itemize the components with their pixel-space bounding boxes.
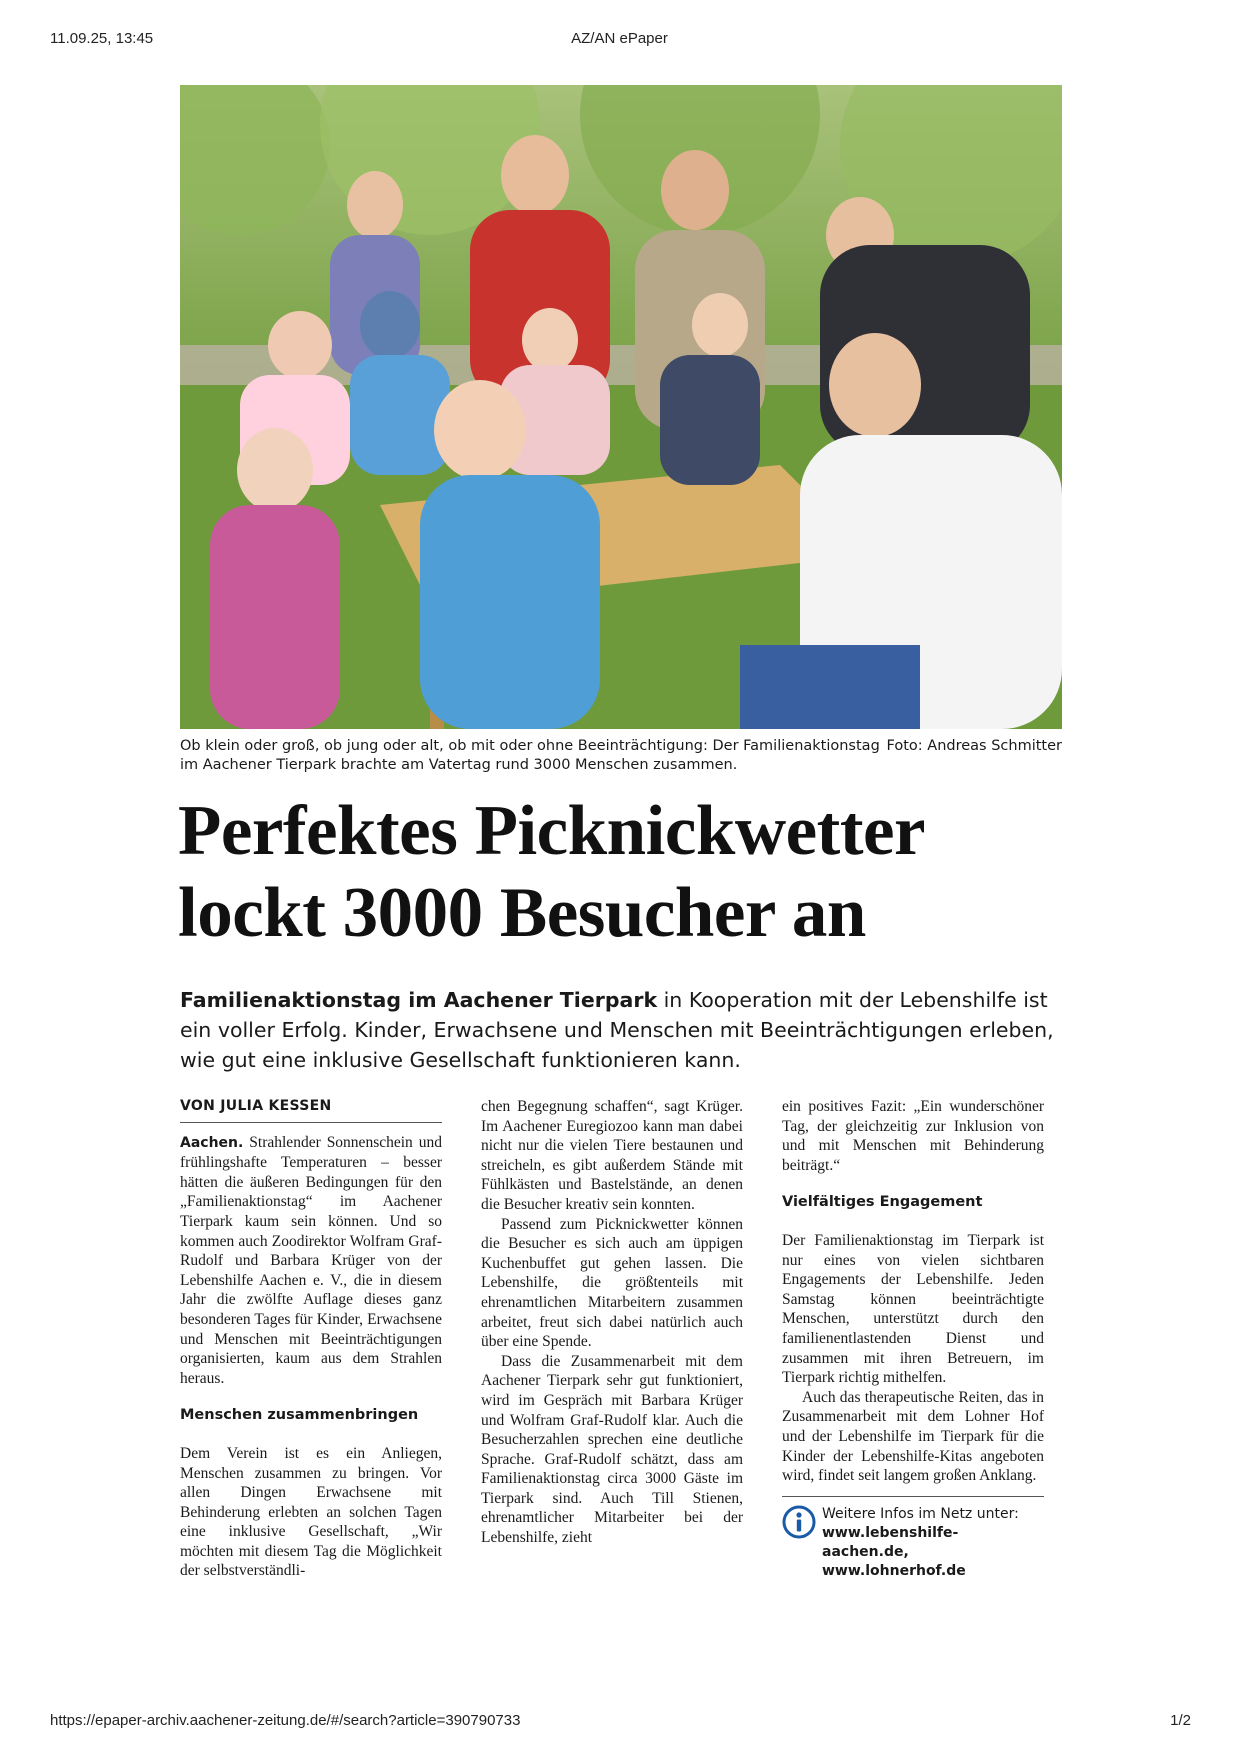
caption-credit: Foto: Andreas Schmitter — [886, 738, 1062, 754]
headline-line-1: Perfektes Picknickwetter — [178, 792, 925, 870]
group-photo-icon — [180, 85, 1062, 729]
print-datetime: 11.09.25, 13:45 — [50, 30, 154, 47]
article-paragraph-7: Der Familienaktionstag im Tierpark ist nur eines von vielen sichtbaren Engagements der Lebenshilfe. Jeden Samstag können beeinträchtigte Menschen, unterstützt durch den familienentlastenden Dienst und zusammen mit ihren Betreuern, im Tierpark richtig mithelfen. — [782, 1231, 1044, 1387]
print-header — [0, 30, 1239, 50]
link-lebenshilfe[interactable]: www.lebenshilfe-aachen.de, — [822, 1524, 959, 1560]
photo-caption — [180, 737, 1062, 775]
subhead-1: Menschen zusammenbringen — [180, 1407, 419, 1424]
headline-line-2: lockt 3000 Besucher an — [178, 874, 866, 952]
article-paragraph-3: chen Begegnung schaffen“, sagt Krüger. Im Aachener Euregiozoo kann man dabei nicht nur die vielen Tiere bestaunen und streicheln, es gibt außerdem Stände mit Fühlkästen und Bastelstände, an denen die Besucher kreativ sein konnten. — [481, 1098, 743, 1213]
subhead-2: Vielfältiges Engagement — [782, 1194, 983, 1211]
article-photo — [180, 85, 1062, 729]
print-footer — [0, 1712, 1239, 1732]
print-page-number: 1/2 — [1170, 1712, 1191, 1729]
article-paragraph-2: Dem Verein ist es ein Anliegen, Menschen zusammen zu bringen. Vor allen Dingen Erwachsene mit Behinderung erlebten an solchen Tagen eine inklusive Gesellschaft, „Wir möchten mit diesem Tag die Möglichkeit der selbstverständli- — [180, 1444, 442, 1580]
article-column-3 — [782, 1097, 1044, 1581]
article-paragraph-8: Auch das therapeutische Reiten, das in Zusammenarbeit mit dem Lohner Hof und der Lebenshilfe im Tierpark für die Kinder der Lebenshilfe-Kitas angeboten wird, findet seit langem großen Anklang. — [782, 1388, 1044, 1485]
paragraph-1-text: Strahlender Sonnenschein und frühlingshafte Temperaturen – besser hätten die äußeren Bedingungen für den „Familienaktionstag“ im Aachener Tierpark kaum sein können. Und so kommen auch Zoodirektor Wolfram Graf-Rudolf und Barbara Krüger von der Lebenshilfe Aachen e. V., die in diesem Jahr die zwölfte Auflage dieses ganz besonderen Tages für Kinder, Erwachsene und Menschen mit Beeinträchtigungen organisierten, kaum aus dem Strahlen heraus. — [180, 1133, 442, 1387]
headline — [178, 790, 1078, 954]
article-paragraph-5: Dass die Zusammenarbeit mit dem Aachener Tierpark sehr gut funktioniert, wird im Gespräch mit Barbara Krüger und Wolfram Graf-Rudolf klar. Auch die Besucherzahlen sprechen eine deutliche Sprache. Graf-Rudolf schätzt, dass am Familienaktionstag circa 3000 Gäste im Tierpark sind. Auch Till Stienen, ehrenamtlicher Mitarbeiter bei der Lebenshilfe, zieht — [481, 1352, 743, 1547]
print-title: AZ/AN ePaper — [571, 30, 668, 47]
info-lead: Weitere Infos im Netz unter: — [822, 1505, 1019, 1522]
lead-text: in Kooperation mit der Lebenshilfe ist ein voller Erfolg. Kinder, Erwachsene und Menschen mit Beeinträchtigungen erleben, wie gut eine inklusive Gesellschaft funktionieren kann. — [180, 988, 1054, 1072]
article-paragraph-4: Passend zum Picknickwetter können die Besucher es sich auch am üppigen Kuchenbuffet gut gehen lassen. Die Lebenshilfe, die größtenteils mit ehrenamtlichen Mitarbeitern zusammen arbeitet, freut sich dabei natürlich auch über eine Spende. — [481, 1215, 743, 1351]
article-column-2 — [481, 1097, 743, 1548]
info-box — [782, 1496, 1044, 1581]
link-lohnerhof[interactable]: www.lohnerhof.de — [822, 1562, 966, 1579]
byline: VON JULIA KESSEN — [180, 1097, 442, 1123]
caption-text: Ob klein oder groß, ob jung oder alt, ob mit oder ohne Beeinträchtigung: Der Familienaktionstag im Aachener Tierpark brachte am Vatertag rund 3000 Menschen zusammen. — [180, 738, 880, 773]
lead-bold: Familienaktionstag im Aachener Tierpark — [180, 988, 658, 1012]
print-url: https://epaper-archiv.aachener-zeitung.de/#/search?article=390790733 — [50, 1712, 521, 1729]
dateline: Aachen. — [180, 1134, 244, 1151]
lead-paragraph — [180, 985, 1060, 1075]
article-paragraph-6: ein positives Fazit: „Ein wunderschöner Tag, der gleichzeitig zur Inklusion von und mit Menschen mit Behinderung beiträgt.“ — [782, 1098, 1044, 1174]
info-icon — [782, 1505, 816, 1539]
article-paragraph-1 — [180, 1133, 442, 1389]
article-column-1 — [180, 1097, 442, 1581]
